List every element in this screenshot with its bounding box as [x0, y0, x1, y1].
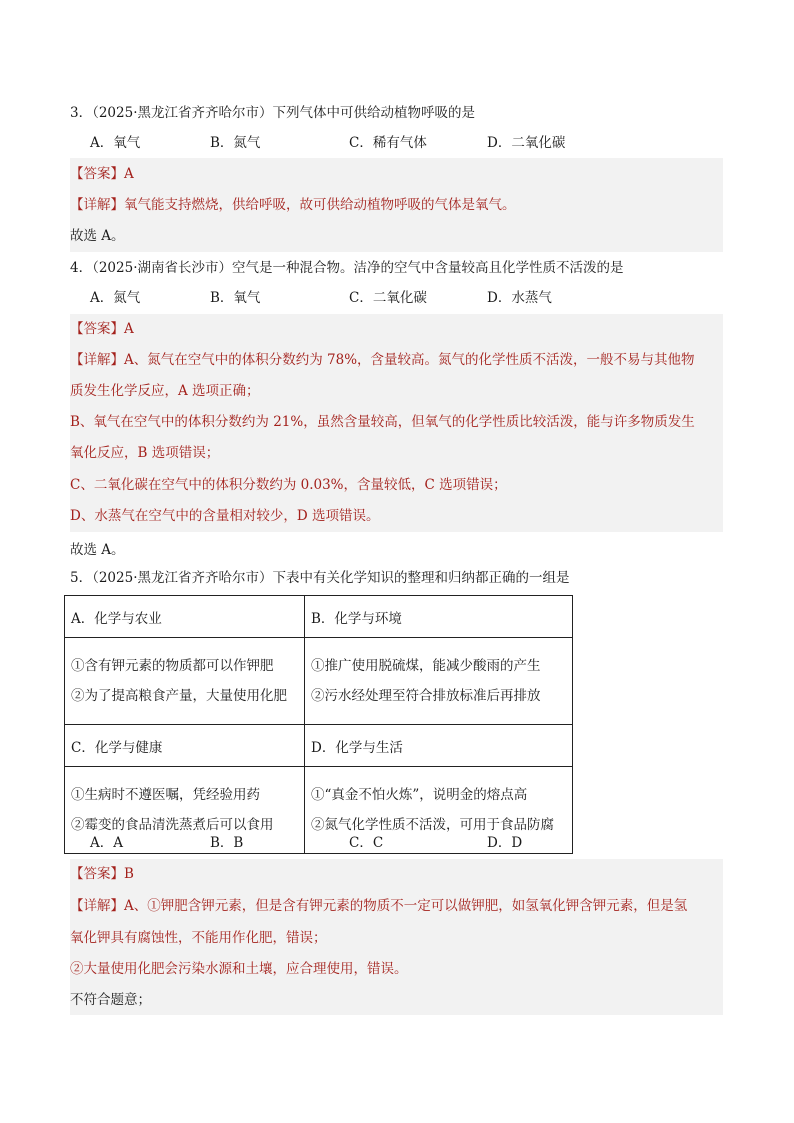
q3-detail-row [70, 190, 723, 221]
q3-option-c: C．稀有气体 [349, 135, 427, 151]
detail-tag: 【详解】 [70, 197, 124, 213]
q4-detail-row-2: 质发生化学反应，A 选项正确； [70, 376, 723, 407]
detail-text: A、①钾肥含钾元素，但是含有钾元素的物质不一定可以做钾肥，如氢氧化钾含钾元素，但是氢 [124, 898, 688, 914]
answer-tag: 【答案】 [70, 866, 124, 882]
q4-option-c: C．二氧化碳 [349, 290, 427, 306]
q4-detail-row-1 [70, 345, 723, 376]
answer-value: A [124, 166, 134, 182]
cell-a-item-1: ①含有钾元素的物质都可以作钾肥 [71, 658, 274, 674]
q3-option-b: B．氮气 [210, 135, 261, 151]
q4-stem: 4．（2025·湖南省长沙市）空气是一种混合物。洁净的空气中含量较高且化学性质不活泼的是 [70, 260, 624, 276]
q5-answer-row [70, 859, 723, 890]
answer-tag: 【答案】 [70, 166, 124, 182]
q4-detail-row-5: C、二氧化碳在空气中的体积分数约为 0.03%，含量较低，C 选项错误； [70, 469, 723, 501]
detail-text: 氧气能支持燃烧，供给呼吸，故可供给动植物呼吸的气体是氧气。 [124, 197, 516, 213]
q3-answer-row [70, 158, 723, 190]
cell-b-items [305, 638, 573, 725]
q3-conclusion: 故选 A。 [70, 221, 723, 252]
cell-c-title: C．化学与健康 [65, 725, 305, 767]
q5-stem: 5．（2025·黑龙江省齐齐哈尔市）下表中有关化学知识的整理和归纳都正确的一组是 [70, 570, 570, 586]
q4-detail-row-3: B、氧气在空气中的体积分数约为 21%，虽然含量较高，但氧气的化学性质比较活泼，能与许多物质发生 [70, 407, 723, 438]
q4-answer-row [70, 314, 723, 345]
q3-option-a: A．氧气 [90, 135, 141, 151]
q5-option-c: C．C [349, 835, 384, 851]
cell-a-title: A．化学与农业 [65, 596, 305, 638]
q5-option-a: A．A [90, 835, 123, 851]
cell-c-item-2: ②霉变的食品清洗蒸煮后可以食用 [71, 817, 274, 833]
q5-detail-row-3: ②大量使用化肥会污染水源和土壤，应合理使用，错误。 [70, 954, 723, 985]
answer-tag: 【答案】 [70, 321, 124, 337]
q5-option-b: B．B [210, 835, 244, 851]
q4-option-d: D．水蒸气 [487, 290, 552, 306]
knowledge-table [64, 595, 573, 854]
q5-detail-row-4: 不符合题意； [70, 985, 723, 1015]
q4-conclusion: 故选 A。 [70, 542, 125, 558]
cell-a-items [65, 638, 305, 725]
cell-d-items [305, 767, 573, 854]
cell-a-item-2: ②为了提高粮食产量，大量使用化肥 [71, 688, 287, 704]
q4-detail-row-6: D、水蒸气在空气中的含量相对较少，D 选项错误。 [70, 501, 723, 532]
cell-d-title: D．化学与生活 [305, 725, 573, 767]
cell-d-item-2: ②氮气化学性质不活泼，可用于食品防腐 [311, 817, 554, 833]
detail-tag: 【详解】 [70, 898, 124, 914]
q4-detail-row-4: 氧化反应，B 选项错误； [70, 438, 723, 469]
q5-detail-row-2: 氧化钾具有腐蚀性，不能用作化肥，错误； [70, 923, 723, 954]
q3-stem: 3．（2025·黑龙江省齐齐哈尔市）下列气体中可供给动植物呼吸的是 [70, 105, 475, 121]
cell-b-title: B．化学与环境 [305, 596, 573, 638]
q5-detail-row-1 [70, 890, 723, 923]
cell-d-item-1: ①“真金不怕火炼”，说明金的熔点高 [311, 787, 528, 803]
detail-text: A、氮气在空气中的体积分数约为 78%，含量较高。氮气的化学性质不活泼，一般不易与其他物 [124, 352, 695, 368]
q3-option-d: D．二氧化碳 [487, 135, 566, 151]
q4-option-b: B．氧气 [210, 290, 261, 306]
detail-tag: 【详解】 [70, 352, 124, 368]
answer-value: B [124, 866, 134, 882]
cell-b-item-1: ①推广使用脱硫煤，能减少酸雨的产生 [311, 658, 541, 674]
cell-b-item-2: ②污水经处理至符合排放标准后再排放 [311, 688, 541, 704]
answer-value: A [124, 321, 134, 337]
q4-option-a: A．氮气 [90, 290, 141, 306]
cell-c-item-1: ①生病时不遵医嘱，凭经验用药 [71, 787, 260, 803]
q5-option-d: D．D [487, 835, 523, 851]
